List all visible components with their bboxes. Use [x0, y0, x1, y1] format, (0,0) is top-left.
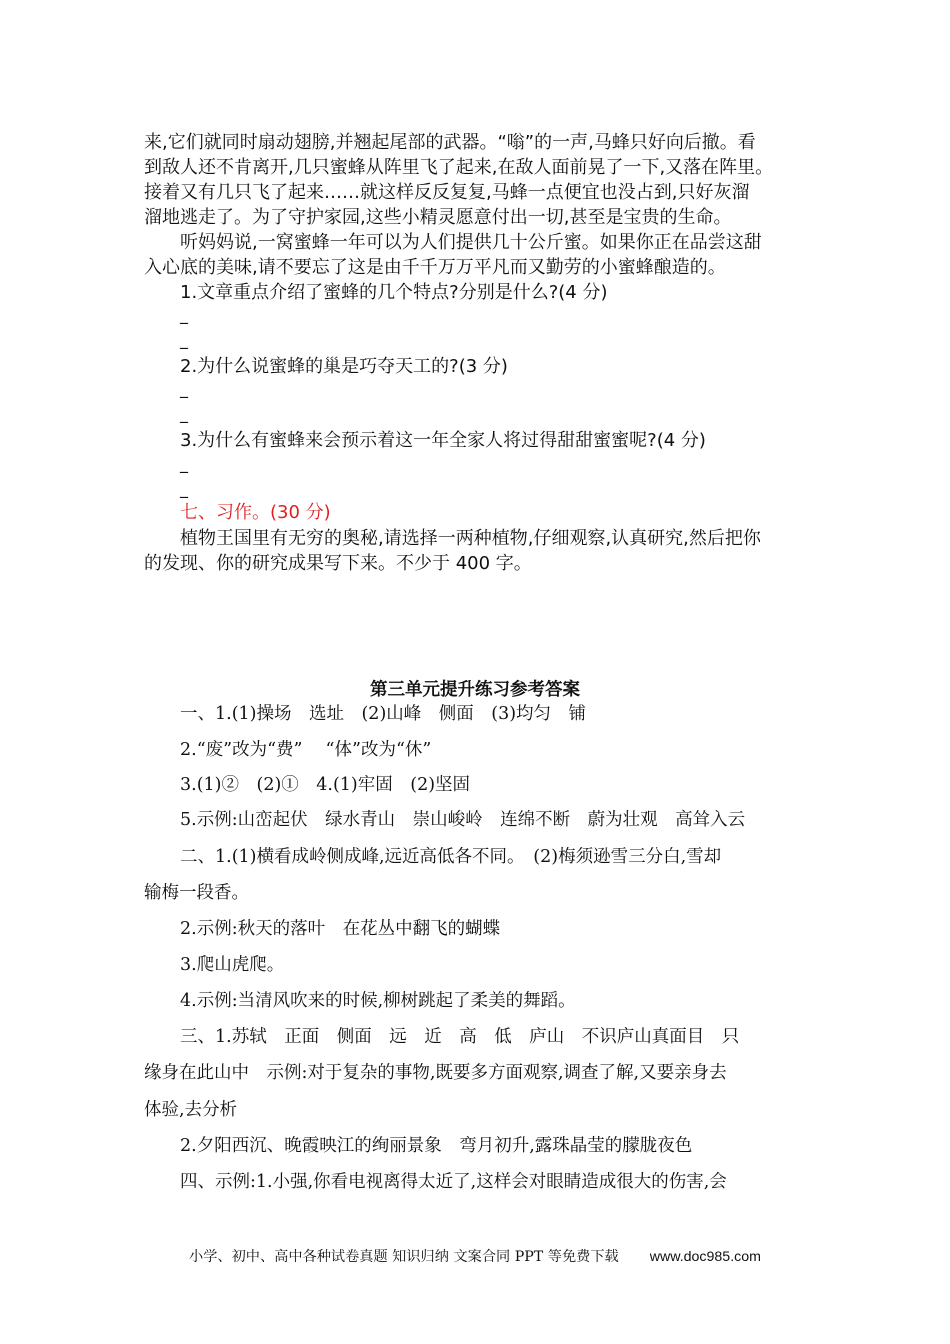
answer-line: 输梅一段香。 [144, 883, 249, 903]
answer-line: 体验,去分析 [144, 1100, 238, 1120]
passage-line: 溜地逃走了。为了守护家园,这些小精灵愿意付出一切,甚至是宝贵的生命。 [144, 207, 732, 228]
section-heading: 七、习作。(30 分) [180, 502, 331, 523]
answer-line: 2.“废”改为“费” “体”改为“休” [180, 740, 432, 760]
answer-line: 2.夕阳西沉、晚霞映江的绚丽景象 弯月初升,露珠晶莹的朦胧夜色 [180, 1136, 693, 1156]
footer-url[interactable]: www.doc985.com [649, 1249, 761, 1265]
answer-line: 缘身在此山中 示例:对于复杂的事物,既要多方面观察,调查了解,又要亲身去 [144, 1063, 727, 1083]
passage-line: 入心底的美味,请不要忘了这是由千千万万平凡而又勤劳的小蜜蜂酿造的。 [144, 257, 726, 278]
answer-line: 二、1.(1)横看成岭侧成峰,远近高低各不同。 (2)梅须逊雪三分白,雪却 [180, 847, 722, 867]
question-2: 2.为什么说蜜蜂的巢是巧夺天工的?(3 分) [180, 356, 508, 377]
answer-blank: _ [180, 330, 188, 349]
answer-blank: _ [180, 454, 188, 473]
question-3: 3.为什么有蜜蜂来会预示着这一年全家人将过得甜甜蜜蜜呢?(4 分) [180, 430, 706, 451]
answer-line: 3.爬山虎爬。 [180, 955, 285, 975]
page-footer [0, 1246, 950, 1266]
section-text: 的发现、你的研究成果写下来。不少于 400 字。 [144, 553, 532, 574]
footer-text: 小学、初中、高中各种试卷真题 知识归纳 文案合同 PPT 等免费下载 [189, 1249, 619, 1265]
answer-line: 四、示例:1.小强,你看电视离得太近了,这样会对眼睛造成很大的伤害,会 [180, 1172, 727, 1192]
answer-blank: _ [180, 305, 188, 324]
answer-line: 5.示例:山峦起伏 绿水青山 崇山峻岭 连绵不断 蔚为壮观 高耸入云 [180, 810, 746, 830]
passage-line: 接着又有几只飞了起来……就这样反反复复,马蜂一点便宜也没占到,只好灰溜 [144, 182, 750, 203]
answer-blank: _ [180, 404, 188, 423]
question-1: 1.文章重点介绍了蜜蜂的几个特点?分别是什么?(4 分) [180, 282, 608, 303]
answer-line: 3.(1)② (2)① 4.(1)牢固 (2)坚固 [180, 775, 471, 795]
answer-line: 一、1.(1)操场 选址 (2)山峰 侧面 (3)均匀 铺 [180, 704, 587, 724]
answer-blank: _ [180, 379, 188, 398]
answer-blank: _ [180, 479, 188, 498]
answer-key-title: 第三单元提升练习参考答案 [370, 680, 580, 700]
answer-line: 2.示例:秋天的落叶 在花丛中翻飞的蝴蝶 [180, 919, 501, 939]
answer-line: 4.示例:当清风吹来的时候,柳树跳起了柔美的舞蹈。 [180, 991, 576, 1011]
section-text: 植物王国里有无穷的奥秘,请选择一两种植物,仔细观察,认真研究,然后把你 [180, 528, 761, 549]
passage-line: 到敌人还不肯离开,几只蜜蜂从阵里飞了起来,在敌人面前晃了一下,又落在阵里。 [144, 157, 774, 178]
passage-line: 听妈妈说,一窝蜜蜂一年可以为人们提供几十公斤蜜。如果你正在品尝这甜 [180, 232, 762, 253]
passage-line: 来,它们就同时扇动翅膀,并翘起尾部的武器。“嗡”的一声,马蜂只好向后撤。看 [144, 132, 756, 153]
answer-line: 三、1.苏轼 正面 侧面 远 近 高 低 庐山 不识庐山真面目 只 [180, 1027, 740, 1047]
